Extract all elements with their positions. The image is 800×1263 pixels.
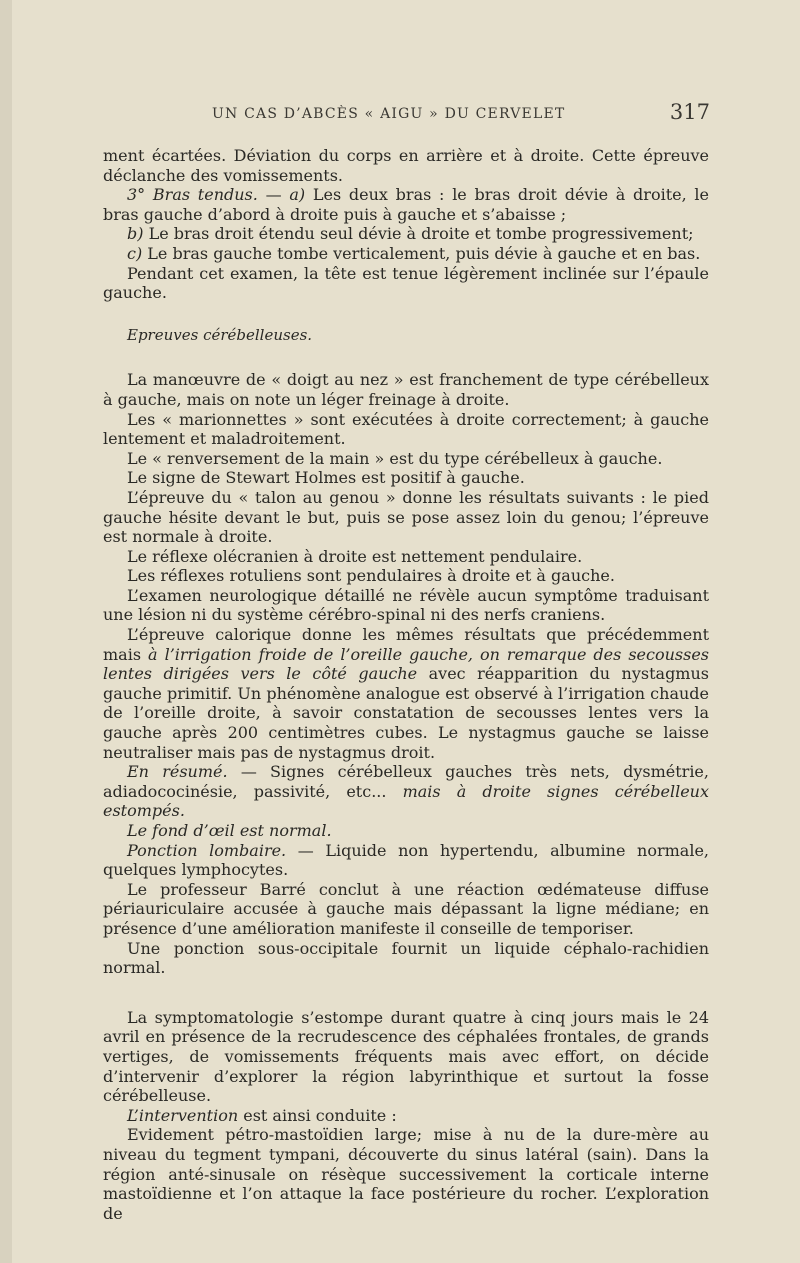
paragraph: L’examen neurologique détaillé ne révèle aucun symptôme traduisant une lésion ni du système cérébro-spinal ni des nerfs craniens.	[103, 585, 709, 625]
paragraph: Ponction lombaire. — Liquide non hypertendu, albumine normale, quelques lymphocytes.	[103, 840, 710, 880]
paragraph: Evidement pétro-mastoïdien large; mise à nu de la dure-mère au niveau du tegment tympani, découverte du sinus latéral (sain). Dans la région anté-sinusale on résèque successivement la corticale interne mastoïdienne et l’on attaque la face postérieure du rocher. L’exploration de	[103, 1125, 709, 1223]
paragraph: L’intervention est ainsi conduite :	[127, 1105, 397, 1125]
page-header	[212, 100, 712, 128]
paragraph: c) Le bras gauche tombe verticalement, puis dévie à gauche et en bas.	[127, 243, 701, 263]
page	[12, 0, 800, 1263]
paragraph: L’épreuve calorique donne les mêmes résultats que précédemment mais à l’irrigation froide de l’oreille gauche, on remarque des secousses lentes dirigées vers le côté gauche avec réapparition du nystagmus gauche primitif. Un phénomène analogue est observé à l’irrigation chaude de l’oreille droite, à savoir constatation de secousses lentes vers la gauche après 200 centimètres cubes. Le nystagmus gauche se laisse neutraliser mais pas de nystagmus droit.	[103, 625, 710, 762]
inline-label: 3° Bras tendus.	[127, 185, 258, 205]
paragraph: Le fond d’œil est normal.	[127, 821, 332, 840]
paragraph: Le « renversement de la main » est du type cérébelleux à gauche.	[127, 448, 663, 468]
paragraph: Les réflexes rotuliens sont pendulaires à droite et à gauche.	[127, 566, 615, 586]
paragraph: Les « marionnettes » sont exécutées à droite correctement; à gauche lentement et maladroitement.	[103, 409, 709, 449]
paragraph: Une ponction sous-occipitale fournit un liquide céphalo-rachidien normal.	[103, 938, 709, 978]
paragraph: En résumé. — Signes cérébelleux gauches très nets, dysmétrie, adiadococinésie, passivité, etc... mais à droite signes cérébelleux estompés.	[103, 762, 709, 821]
running-title: UN CAS D’ABCÈS « AIGU » DU CERVELET	[212, 106, 566, 122]
paragraph: ment écartées. Déviation du corps en arrière et à droite. Cette épreuve déclanche des vomissements.	[103, 146, 709, 185]
paragraph: Le réflexe olécranien à droite est nettement pendulaire.	[127, 546, 583, 566]
paragraph: 3° Bras tendus. — a) Les deux bras : le bras droit dévie à droite, le bras gauche d’abord à droite puis à gauche et s’abaisse ;	[103, 185, 710, 224]
paragraph: Le signe de Stewart Holmes est positif à gauche.	[127, 468, 525, 488]
paragraph: La symptomatologie s’estompe durant quatre à cinq jours mais le 24 avril en présence de la recrudescence des céphalées frontales, de grands vertiges, de vomissements fréquents mais avec effort, on décide d’intervenir d’explorer la région labyrinthique et surtout la fosse cérébelleuse.	[103, 1007, 709, 1106]
paragraph: Le professeur Barré conclut à une réaction œdémateuse diffuse périauriculaire accusée à gauche mais dépassant la ligne médiane; en présence d’une amélioration manifeste il conseille de temporiser.	[103, 879, 709, 938]
section-heading: Epreuves cérébelleuses.	[127, 325, 313, 344]
paragraph: La manœuvre de « doigt au nez » est franchement de type cérébelleux à gauche, mais on note un léger freinage à droite.	[103, 370, 709, 409]
paragraph: b) Le bras droit étendu seul dévie à droite et tombe progressivement;	[127, 224, 694, 244]
body-text	[103, 146, 709, 1223]
paragraph: Pendant cet examen, la tête est tenue légèrement inclinée sur l’épaule gauche.	[103, 263, 709, 303]
page-number: 317	[669, 100, 710, 124]
paragraph: L’épreuve du « talon au genou » donne les résultats suivants : le pied gauche hésite devant le but, puis se pose assez loin du genou; l’épreuve est normale à droite.	[103, 487, 709, 547]
